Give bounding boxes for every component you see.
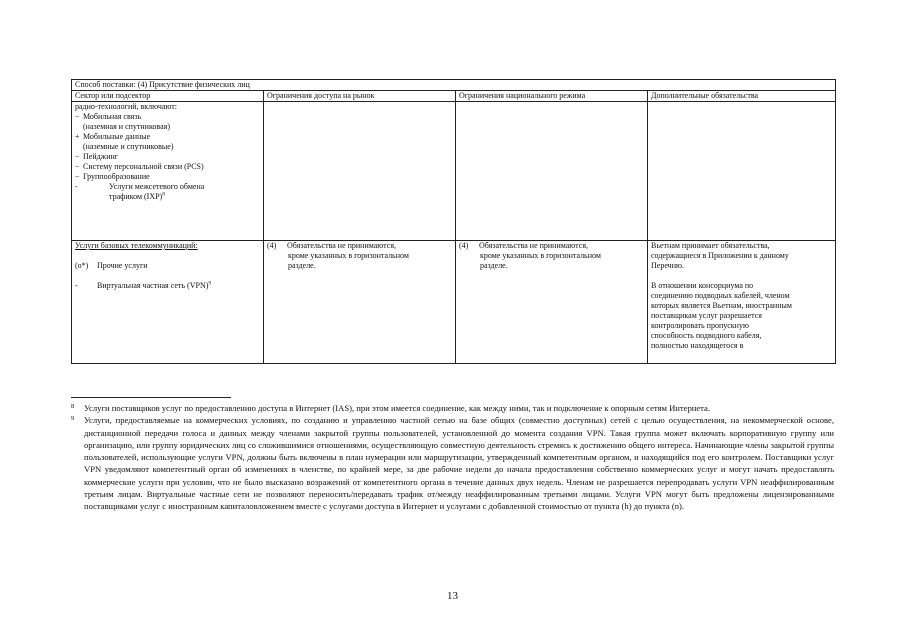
- page-number: 13: [447, 590, 458, 602]
- mode-of-supply-cell: Способ поставки: (4) Присутствие физических лиц: [72, 80, 836, 91]
- header-additional-commitments: Дополнительные обязательства: [648, 91, 836, 102]
- list-item: (наземная и спутниковая): [83, 122, 170, 131]
- sector-cell: [72, 102, 264, 241]
- ixp-item: - Услуги межсетевого обмена трафиком (IXP)$^8$: [75, 182, 205, 201]
- footnote-ref-9: 9: [208, 280, 212, 287]
- sector-code-line: (о*) Прочие услуги: [75, 261, 148, 270]
- footnotes: [71, 402, 834, 513]
- schedule-table: [71, 79, 836, 364]
- header-market-access: Ограничения доступа на рынок: [264, 91, 456, 102]
- list-item: (наземные и спутниковые): [83, 142, 174, 151]
- additional-commitments-cell: Вьетнам принимает обязательства, содержащиеся в Приложении к данному Перечню. В отношении консорциума по соединению подводных кабелей, членом которых является Вьетнам, иностранным поставщикам услуг разрешается контролировать пропускную способность подводного кабеля, полностью находящегося в: [648, 241, 836, 364]
- national-treatment-cell: [456, 102, 648, 241]
- list-item: + Мобильные данные: [75, 132, 151, 141]
- national-treatment-cell: (4) Обязательства не принимаются, кроме указанных в горизонтальном разделе.: [456, 241, 648, 364]
- table-row: [72, 102, 836, 241]
- header-row: [72, 91, 836, 102]
- market-access-cell: [264, 102, 456, 241]
- mode-of-supply-row: [72, 80, 836, 91]
- list-item: − Группообразование: [75, 172, 150, 181]
- sector-title: Услуги базовых телекоммуникаций:: [75, 241, 198, 250]
- sector-cell: [72, 241, 264, 364]
- footnote-8: 8 Услуги поставщиков услуг по предоставлению доступа в Интернет (IAS), при этом имеется соединение, как между ними, так и подключение к опорным сетям Интернета.: [71, 403, 710, 413]
- vpn-item: - Виртуальная частная сеть (VPN)$^9$: [75, 280, 212, 290]
- sector-intro: радио-технологий, включают:: [75, 102, 178, 111]
- market-access-cell: (4) Обязательства не принимаются, кроме указанных в горизонтальном разделе.: [264, 241, 456, 364]
- footnote-9: 9 Услуги, предоставляемые на коммерческих условиях, по созданию и управлению частной сетью на базе общих (совместно доступных) сетей с целью осуществления, на некоммерческой основе, дистанционной передачи голоса и данных между членами закрытой группы пользователей, установленной до момента создания VPN. Такая группа может включать корпоративную группу или организацию, или группу юридических лиц со сложившимися отношениями, осуществляющую совместную деятельность стремясь к достижению общего интереса. Начинающие члены закрытой группы пользователей, использующие услуги VPN, должны быть включены в план нумерации или маршрутизации, утвержденный компетентным органом, и находящийся под его контролем. Поставщики услуг VPN уведомляют компетентный орган об изменениях в членстве, по крайней мере, за две рабочие недели до начала предоставления собственно коммерческих услуг и могут начать предоставлять коммерческие услуги при условии, что не было высказано возражений от компетентного органа в течение данных двух недель. Членам не разрешается перепродавать услуги VPN неаффилированным третьим лицам. Виртуальные частные сети не позволяют переносить/передавать трафик от/между неаффилированным третьими лицами. Услуги VPN могут быть предложены лицензированными поставщиками услуг с иностранным капиталовложением вместе с услугами доступа в Интернет и услугами с добавленной стоимостью от пункта (h) до пункта (n).: [71, 415, 834, 512]
- additional-commitments-cell: [648, 102, 836, 241]
- list-item: − Пейджинг: [75, 152, 119, 161]
- table-row: [72, 241, 836, 364]
- footnote-ref-8: 8: [162, 191, 165, 198]
- list-item: − Систему персональной связи (PCS): [75, 162, 204, 171]
- header-national-treatment: Ограничения национального режима: [456, 91, 648, 102]
- footnote-separator: [71, 397, 231, 398]
- service-list: [75, 112, 260, 182]
- header-sector: Сектор или подсектор: [72, 91, 264, 102]
- list-item: − Мобильная связь: [75, 112, 142, 121]
